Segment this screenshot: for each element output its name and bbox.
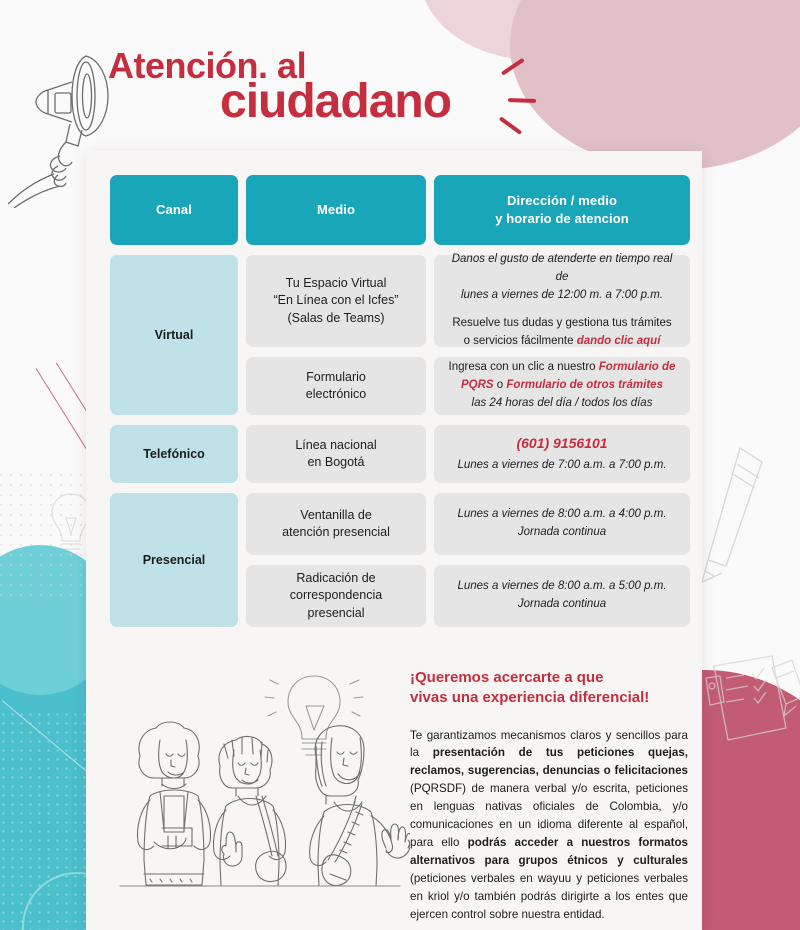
title-line1-a: Atención (108, 45, 259, 86)
table-row-telefonico (110, 425, 690, 483)
table-body (110, 252, 690, 627)
direccion-cell-formulario (434, 357, 690, 415)
dir-text: Ingresa con un clic a nuestro (448, 361, 599, 374)
bottom-heading-line2: vivas una experiencia diferencial! (410, 689, 650, 707)
page-title (108, 45, 452, 128)
dir-text: Danos el gusto de atenderte en tiempo real de (451, 252, 673, 283)
channel-cell-telefonico: Telefónico (110, 425, 238, 483)
medio-line-2: “En Línea con el Icfes” (273, 293, 399, 308)
table-header-canal: Canal (110, 175, 238, 245)
table-header-direccion-line2: y horario de atencion (495, 211, 629, 226)
table-header-direccion (434, 175, 690, 245)
table-header-medio: Medio (246, 175, 426, 245)
bottom-copy (410, 660, 688, 924)
channel-cell-presencial: Presencial (110, 493, 238, 627)
person-left (138, 722, 211, 885)
medio-line-2: electrónico (305, 387, 367, 401)
phone-number[interactable]: (601) 9156101 (516, 435, 608, 452)
medio-line-1: Formulario (306, 369, 366, 384)
hours-line-1: Lunes a viernes de 8:00 a.m. a 4:00 p.m. (457, 508, 667, 521)
pink-blob-top-right (510, 0, 800, 170)
title-line2: ciudadano (220, 75, 452, 128)
medio-line-3: presencial (307, 605, 365, 620)
body-bold-2: podrás acceder a nuestros formatos alternativos para grupos étnicos y culturales (410, 836, 688, 868)
link-formulario-otros-tramites[interactable]: Formulario de otros trámites (506, 379, 663, 392)
person-right (310, 726, 410, 886)
medio-line-1: Ventanilla de (300, 507, 372, 522)
title-line1-b: al (277, 45, 307, 86)
lightbulb-icon-illustration (265, 676, 363, 755)
person-middle (214, 737, 287, 886)
hours-line-2: Jornada continua (517, 598, 607, 610)
dir-text: lunes a viernes de 12:00 m. a 7:00 p.m. (460, 288, 663, 301)
medio-line-1: Línea nacional (295, 437, 377, 452)
link-dando-clic-aqui[interactable]: dando clic aquí (576, 335, 661, 348)
link-formulario-pqrs[interactable]: Formulario de PQRS (461, 361, 676, 392)
table-subrow-virtual-formulario (246, 357, 690, 415)
medio-cell-ventanilla (246, 493, 426, 555)
medio-line-2: atención presencial (282, 525, 390, 539)
table-subrow-ventanilla (246, 493, 690, 555)
hours-line-2: Jornada continua (517, 526, 607, 538)
direccion-cell-telefono (434, 425, 690, 483)
dir-text: las 24 horas del día / todos los días (471, 396, 653, 409)
medio-line-2: correspondencia (289, 588, 383, 603)
direccion-paragraph-1 (448, 251, 676, 304)
checklist-icon (700, 650, 800, 770)
pencil-icon-right (700, 440, 780, 590)
channel-cell-virtual: Virtual (110, 255, 238, 415)
dir-text: o (493, 379, 507, 392)
table-row-virtual (110, 252, 690, 415)
bottom-heading-line1: ¡Queremos acercarte a que (410, 669, 604, 686)
bottom-paragraph (410, 727, 688, 925)
dir-text: o servicios fácilmente (463, 335, 577, 348)
people-lightbulb-svg (110, 660, 410, 910)
body-text-1: Te garantizamos mecanismos claros y sencillos para la (410, 728, 688, 760)
bottom-heading (410, 668, 688, 709)
direccion-cell-radicacion (434, 565, 690, 627)
medio-line-3: (Salas de Teams) (287, 310, 385, 325)
table-row-presencial (110, 493, 690, 627)
dir-text: Resuelve tus dudas y gestiona tus trámites (452, 317, 672, 330)
table-header-direccion-line1: Dirección / medio (506, 193, 618, 209)
medio-line-1: Tu Espacio Virtual (285, 275, 387, 290)
table-header-row (110, 175, 690, 245)
three-people-illustration (110, 660, 410, 924)
body-text-3: (peticiones verbales en wayuu y peticiones verbales en kriol y/o también podrás dirigirte a los entes que ejercen control sobre nuestra entidad. (410, 872, 688, 922)
direccion-paragraph-2 (452, 315, 671, 351)
body-text-2: (PQRSDF) de manera verbal y/o escrita, peticiones en lenguas nativas oficiales de Colombia, y/o comunicaciones en un idioma diferente al español, para ello (410, 782, 688, 850)
direccion-paragraph-1 (448, 359, 676, 412)
medio-cell-radicacion (246, 565, 426, 627)
table-subrow-telefonico (246, 425, 690, 483)
medio-line-2: en Bogotá (307, 455, 365, 469)
phone-hours: Lunes a viernes de 7:00 a.m. a 7:00 p.m. (457, 458, 667, 471)
hours-line-1: Lunes a viernes de 8:00 a.m. a 5:00 p.m. (457, 580, 667, 593)
direccion-cell-ventanilla (434, 493, 690, 555)
bottom-section (110, 660, 690, 924)
body-bold-1: presentación de tus peticiones quejas, reclamos, sugerencias, denuncias o felicitaciones (410, 746, 688, 778)
table-subrow-radicacion (246, 565, 690, 627)
medio-line-1: Radicación de (296, 570, 376, 585)
medio-cell-formulario-electronico (246, 357, 426, 415)
attention-channels-table (110, 175, 690, 637)
table-subrow-virtual-teams (246, 252, 690, 348)
medio-cell-linea-nacional (246, 425, 426, 483)
medio-cell-espacio-virtual (246, 255, 426, 347)
title-dot: . (258, 45, 268, 86)
direccion-cell-espacio-virtual (434, 252, 690, 348)
